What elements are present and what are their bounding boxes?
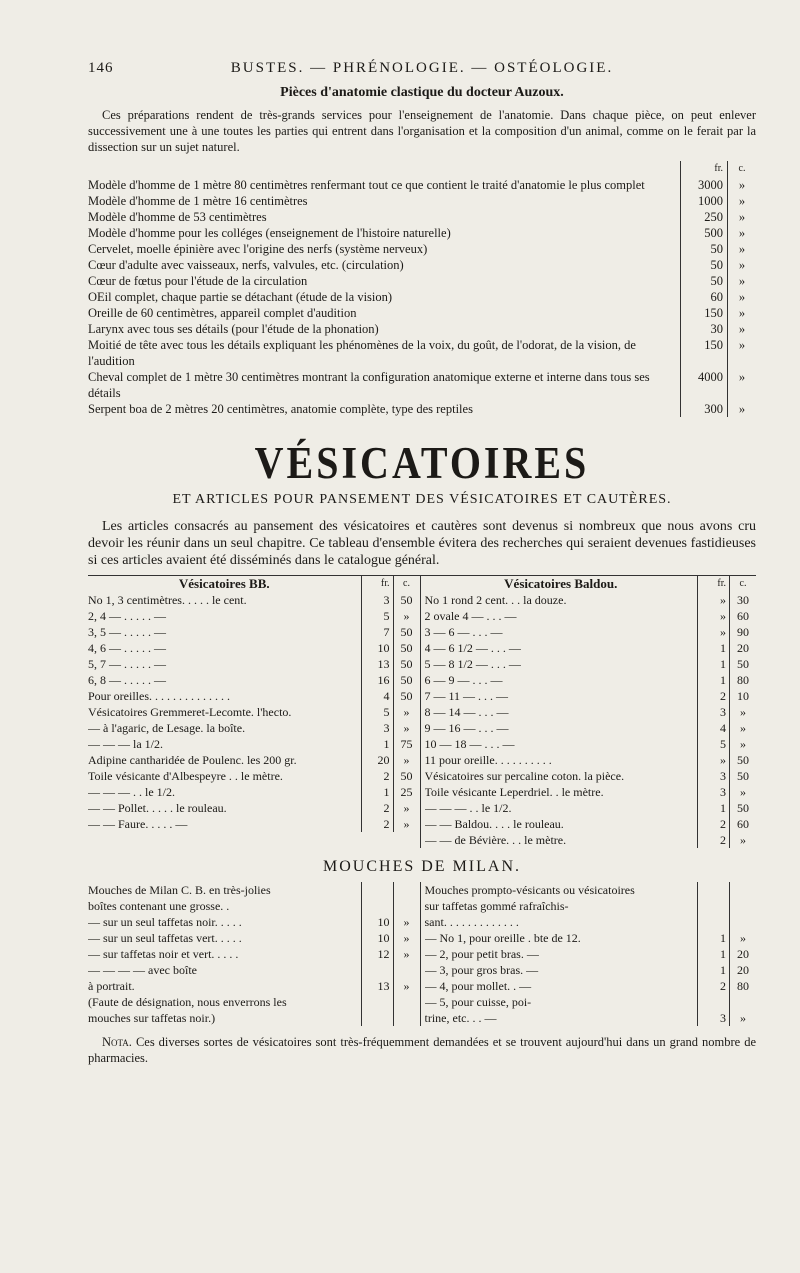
item-price-fr: 16 xyxy=(361,672,393,688)
section-subtitle: ET ARTICLES POUR PANSEMENT DES VÉSICATOIRES ET CAUTÈRES. xyxy=(172,492,672,507)
item-price-c: » xyxy=(393,720,420,736)
item-description: 3 — 6 — . . . — xyxy=(424,625,503,639)
item-price-c: 50 xyxy=(393,768,420,784)
item-price-c xyxy=(393,882,420,898)
item-price-c: » xyxy=(727,241,756,257)
item-description: Cervelet, moelle épinière avec l'origine des nerfs (système nerveux) xyxy=(88,242,428,256)
table-row xyxy=(88,401,756,417)
item-price-c: » xyxy=(727,289,756,305)
item-price-c xyxy=(393,994,420,1010)
item-description: — 5, pour cuisse, poi- xyxy=(424,995,532,1009)
item-price-c: 20 xyxy=(729,962,756,978)
item-price-c: » xyxy=(393,978,420,994)
list-item xyxy=(88,608,420,624)
item-price-fr: 1 xyxy=(697,930,729,946)
item-price-fr: 1 xyxy=(361,736,393,752)
item-price-fr: 2 xyxy=(697,978,729,994)
item-description: Toile vésicante d'Albespeyre . . le mètre. xyxy=(88,769,283,783)
item-description: 2, 4 — . . . . . — xyxy=(88,609,166,623)
item-price-fr: 7 xyxy=(361,624,393,640)
list-item xyxy=(88,898,420,914)
list-item xyxy=(425,640,757,656)
item-price-c: 50 xyxy=(393,592,420,608)
item-price-c: 50 xyxy=(729,768,756,784)
item-description: — — — la 1/2. xyxy=(88,737,163,751)
item-price-fr: 1 xyxy=(361,784,393,800)
item-price-c: » xyxy=(727,369,756,401)
section-title-auzoux: Pièces d'anatomie clastique du docteur Auzoux. xyxy=(280,85,564,100)
vesicatoires-table xyxy=(88,575,756,848)
item-description: 4 — 6 1/2 — . . . — xyxy=(424,641,521,655)
col-c-header: c. xyxy=(727,161,756,177)
item-price-c: » xyxy=(393,946,420,962)
item-description: 7 — 11 — . . . — xyxy=(424,689,509,703)
item-price-c: 50 xyxy=(729,800,756,816)
item-price-c: » xyxy=(393,930,420,946)
item-price-fr: 1 xyxy=(697,640,729,656)
item-description: 3, 5 — . . . . . — xyxy=(88,625,166,639)
item-price-c: 20 xyxy=(729,946,756,962)
item-description: (Faute de désignation, nous enverrons les xyxy=(88,995,287,1009)
item-price-c: 30 xyxy=(729,592,756,608)
item-description: trine, etc. . . — xyxy=(424,1011,497,1025)
item-price-fr: 5 xyxy=(361,608,393,624)
item-description: 5, 7 — . . . . . — xyxy=(88,657,166,671)
item-description: Mouches prompto-vésicants ou vésicatoires xyxy=(424,883,635,897)
item-price-c: 75 xyxy=(393,736,420,752)
list-item xyxy=(88,752,420,768)
table-row xyxy=(88,289,756,305)
item-description: — — — . . le 1/2. xyxy=(424,801,512,815)
table-row xyxy=(88,241,756,257)
item-price-c: » xyxy=(729,930,756,946)
item-price-c: 60 xyxy=(729,816,756,832)
item-price-c: » xyxy=(727,273,756,289)
item-price-fr: » xyxy=(697,608,729,624)
list-item xyxy=(425,914,757,930)
table-header xyxy=(88,161,756,177)
item-description: — 3, pour gros bras. — xyxy=(424,963,539,977)
item-price-fr xyxy=(697,994,729,1010)
item-price-fr: 20 xyxy=(361,752,393,768)
list-item xyxy=(88,946,420,962)
item-price-fr: » xyxy=(697,752,729,768)
item-description: — No 1, pour oreille . bte de 12. xyxy=(424,931,581,945)
item-description: boîtes contenant une grosse. . xyxy=(88,899,230,913)
list-item xyxy=(88,720,420,736)
item-price-fr: 3 xyxy=(697,768,729,784)
list-item xyxy=(425,930,757,946)
item-price-c: » xyxy=(729,720,756,736)
item-price-fr: 60 xyxy=(680,289,727,305)
item-description: Mouches de Milan C. B. en très-jolies xyxy=(88,883,271,897)
price-table-auzoux xyxy=(88,161,756,417)
item-description: — — Pollet. . . . . le rouleau. xyxy=(88,801,227,815)
item-price-fr: 2 xyxy=(697,832,729,848)
item-description: — 2, pour petit bras. — xyxy=(424,947,539,961)
item-price-c: 20 xyxy=(729,640,756,656)
item-price-fr: 13 xyxy=(361,656,393,672)
item-price-fr: 30 xyxy=(680,321,727,337)
item-price-fr: 3 xyxy=(361,720,393,736)
item-description: sant. . . . . . . . . . . . . xyxy=(424,915,519,929)
item-price-fr: 3 xyxy=(361,592,393,608)
list-item xyxy=(88,816,420,832)
item-description: — 4, pour mollet. . — xyxy=(424,979,532,993)
item-price-c: » xyxy=(727,225,756,241)
item-description: — à l'agaric, de Lesage. la boîte. xyxy=(88,721,246,735)
item-price-c: 80 xyxy=(729,672,756,688)
item-price-fr: 50 xyxy=(680,241,727,257)
item-price-c: 50 xyxy=(393,640,420,656)
item-price-fr: 1 xyxy=(697,946,729,962)
list-item xyxy=(88,784,420,800)
item-price-c: 80 xyxy=(729,978,756,994)
item-price-fr xyxy=(361,882,393,898)
item-description: 11 pour oreille. . . . . . . . . . xyxy=(424,753,552,767)
list-item xyxy=(425,752,757,768)
item-price-c: » xyxy=(727,193,756,209)
item-price-c: » xyxy=(727,337,756,369)
item-description: Modèle d'homme pour les colléges (enseignement de l'histoire naturelle) xyxy=(88,226,451,240)
list-item xyxy=(88,962,420,978)
running-header xyxy=(88,60,756,77)
item-description: Modèle d'homme de 1 mètre 80 centimètres renfermant tout ce que contient le traité d'anatomie le plus complet xyxy=(88,178,645,192)
col-fr-header: fr. xyxy=(680,161,727,177)
item-price-c xyxy=(393,1010,420,1026)
item-price-c: 25 xyxy=(393,784,420,800)
item-price-c: » xyxy=(727,305,756,321)
item-price-fr: 150 xyxy=(680,337,727,369)
item-price-fr xyxy=(361,1010,393,1026)
item-description: 6 — 9 — . . . — xyxy=(424,673,503,687)
item-price-c: 10 xyxy=(729,688,756,704)
list-item xyxy=(88,688,420,704)
list-item xyxy=(88,914,420,930)
item-description: Oreille de 60 centimètres, appareil complet d'audition xyxy=(88,306,357,320)
item-price-fr: 50 xyxy=(680,257,727,273)
item-price-c xyxy=(729,898,756,914)
item-price-fr: 1000 xyxy=(680,193,727,209)
list-item xyxy=(425,656,757,672)
list-item xyxy=(425,704,757,720)
list-item xyxy=(88,624,420,640)
milan-right-column xyxy=(420,882,757,1026)
intro-auzoux: Ces préparations rendent de très-grands services pour l'enseignement de l'anatomie. Dans chaque pièce, on peut enlever successivement une à une toutes les parties qui entrent dans l'organisation et la composition d'un animal, comme on le ferait par la dissection sur un sujet naturel. xyxy=(88,108,756,154)
list-item xyxy=(425,978,757,994)
item-description: No 1 rond 2 cent. . . la douze. xyxy=(424,593,567,607)
item-description: Pour oreilles. . . . . . . . . . . . . . xyxy=(88,689,230,703)
list-item xyxy=(425,816,757,832)
item-description: — — — — avec boîte xyxy=(88,963,197,977)
item-description: 2 ovale 4 — . . . — xyxy=(424,609,517,623)
item-description: Modèle d'homme de 1 mètre 16 centimètres xyxy=(88,194,308,208)
table-row xyxy=(88,177,756,193)
item-price-fr: 50 xyxy=(680,273,727,289)
item-price-fr: 1 xyxy=(697,800,729,816)
list-item xyxy=(88,592,420,608)
note xyxy=(88,1034,756,1066)
item-price-c: » xyxy=(393,914,420,930)
item-price-c: » xyxy=(727,177,756,193)
item-price-c xyxy=(729,882,756,898)
item-description: Cheval complet de 1 mètre 30 centimètres montrant la configuration anatomique externe et interne dans tous ses détails xyxy=(88,370,650,400)
page xyxy=(88,60,756,1066)
intro-vesicatoires: Les articles consacrés au pansement des vésicatoires et cautères sont devenus si nombreux que nous avons cru devoir les réunir dans un seul chapitre. Ce tableau d'ensemble évitera des recherches qui seraient devenues fastidieuses si ces articles avaient été disséminés dans le catalogue général. xyxy=(88,519,756,568)
item-description: — — de Bévière. . . le mètre. xyxy=(424,833,567,847)
list-item xyxy=(425,688,757,704)
item-description: Adipine cantharidée de Poulenc. les 200 gr. xyxy=(88,753,297,767)
item-description: Moitié de tête avec tous les détails expliquant les phénomènes de la voix, du goût, de l'odorat, de la vision, de l'audition xyxy=(88,338,636,368)
item-price-fr: 300 xyxy=(680,401,727,417)
item-description: Toile vésicante Leperdriel. . le mètre. xyxy=(424,785,604,799)
item-price-fr: 4 xyxy=(697,720,729,736)
list-item xyxy=(425,946,757,962)
table-row xyxy=(88,225,756,241)
left-header: Vésicatoires BB. fr. c. xyxy=(88,576,420,592)
item-price-c: » xyxy=(729,784,756,800)
item-description: Vésicatoires Gremmeret-Lecomte. l'hecto. xyxy=(88,705,292,719)
page-number: 146 xyxy=(88,60,114,76)
list-item xyxy=(88,930,420,946)
item-price-fr: 3 xyxy=(697,704,729,720)
running-title: BUSTES. — PHRÉNOLOGIE. — OSTÉOLOGIE. xyxy=(230,60,614,76)
item-description: Cœur d'adulte avec vaisseaux, nerfs, valvules, etc. (circulation) xyxy=(88,258,404,272)
item-price-c: 50 xyxy=(393,656,420,672)
item-description: 9 — 16 — . . . — xyxy=(424,721,509,735)
item-price-fr: 1 xyxy=(697,962,729,978)
item-price-fr xyxy=(361,898,393,914)
item-price-c xyxy=(729,994,756,1010)
item-price-fr: 3 xyxy=(697,1010,729,1026)
item-description: sur taffetas gommé rafraîchis- xyxy=(424,899,569,913)
list-item xyxy=(88,768,420,784)
item-description: Modèle d'homme de 53 centimètres xyxy=(88,210,267,224)
list-item xyxy=(425,784,757,800)
item-description: — sur taffetas noir et vert. . . . . xyxy=(88,947,239,961)
list-item xyxy=(88,736,420,752)
item-price-fr: 13 xyxy=(361,978,393,994)
item-description: — — Baldou. . . . le rouleau. xyxy=(424,817,564,831)
right-header: Vésicatoires Baldou. fr. c. xyxy=(425,576,757,592)
table-row xyxy=(88,257,756,273)
item-price-fr: 10 xyxy=(361,930,393,946)
item-price-fr xyxy=(697,882,729,898)
item-price-fr: 2 xyxy=(697,688,729,704)
item-price-fr xyxy=(361,962,393,978)
item-price-c: 50 xyxy=(393,624,420,640)
milan-table xyxy=(88,882,756,1026)
list-item xyxy=(425,832,757,848)
list-item xyxy=(425,800,757,816)
list-item xyxy=(88,1010,420,1026)
item-price-c: 50 xyxy=(393,672,420,688)
item-price-c xyxy=(393,898,420,914)
list-item xyxy=(88,656,420,672)
item-description: 10 — 18 — . . . — xyxy=(424,737,515,751)
item-description: Cœur de fœtus pour l'étude de la circulation xyxy=(88,274,308,288)
item-price-fr xyxy=(697,898,729,914)
list-item xyxy=(88,640,420,656)
item-price-c: » xyxy=(393,752,420,768)
item-price-fr: » xyxy=(697,624,729,640)
item-price-fr: 5 xyxy=(697,736,729,752)
list-item xyxy=(88,882,420,898)
note-text: Ces diverses sortes de vésicatoires sont très-fréquemment demandées et se trouvent aujourd'hui dans un grand nombre de pharmacies. xyxy=(88,1035,757,1065)
item-price-c: 60 xyxy=(729,608,756,624)
list-item xyxy=(88,978,420,994)
item-price-c: » xyxy=(727,321,756,337)
item-price-fr: 3 xyxy=(697,784,729,800)
item-price-c xyxy=(729,914,756,930)
item-price-fr: 2 xyxy=(361,768,393,784)
list-item xyxy=(425,672,757,688)
table-row xyxy=(88,209,756,225)
item-description: mouches sur taffetas noir.) xyxy=(88,1011,216,1025)
table-row xyxy=(88,369,756,401)
item-description: — — — . . le 1/2. xyxy=(88,785,175,799)
table-row xyxy=(88,193,756,209)
item-price-fr: 12 xyxy=(361,946,393,962)
item-price-c: » xyxy=(393,704,420,720)
item-description: 6, 8 — . . . . . — xyxy=(88,673,166,687)
item-description: à portrait. xyxy=(88,979,135,993)
item-price-fr: 1 xyxy=(697,656,729,672)
list-item xyxy=(425,898,757,914)
item-description: 5 — 8 1/2 — . . . — xyxy=(424,657,521,671)
item-description: — sur un seul taffetas noir. . . . . xyxy=(88,915,242,929)
item-price-fr: 500 xyxy=(680,225,727,241)
list-item xyxy=(425,882,757,898)
item-price-fr: 5 xyxy=(361,704,393,720)
item-description: 4, 6 — . . . . . — xyxy=(88,641,166,655)
item-price-fr: 2 xyxy=(697,816,729,832)
section-title-milan: MOUCHES DE MILAN. xyxy=(323,858,521,875)
item-price-c: » xyxy=(727,209,756,225)
item-price-fr: 10 xyxy=(361,640,393,656)
left-column xyxy=(88,576,420,848)
item-price-fr: 150 xyxy=(680,305,727,321)
list-item xyxy=(425,1010,757,1026)
item-description: 8 — 14 — . . . — xyxy=(424,705,509,719)
item-price-fr: 10 xyxy=(361,914,393,930)
item-price-fr xyxy=(361,994,393,1010)
item-price-fr: 3000 xyxy=(680,177,727,193)
item-price-fr: 4 xyxy=(361,688,393,704)
item-price-fr: 2 xyxy=(361,816,393,832)
item-price-c: » xyxy=(727,401,756,417)
item-description: Vésicatoires sur percaline coton. la pièce. xyxy=(424,769,625,783)
right-column xyxy=(420,576,757,848)
list-item xyxy=(425,768,757,784)
item-price-fr: 4000 xyxy=(680,369,727,401)
item-price-fr: 1 xyxy=(697,672,729,688)
list-item xyxy=(88,994,420,1010)
list-item xyxy=(425,720,757,736)
item-price-c: 90 xyxy=(729,624,756,640)
note-label: Nota. xyxy=(102,1035,132,1049)
item-description: Larynx avec tous ses détails (pour l'étude de la phonation) xyxy=(88,322,379,336)
item-description: Serpent boa de 2 mètres 20 centimètres, anatomie complète, type des reptiles xyxy=(88,402,473,416)
item-price-c xyxy=(393,962,420,978)
item-price-c: » xyxy=(393,608,420,624)
item-price-c: » xyxy=(729,704,756,720)
item-price-c: 50 xyxy=(393,688,420,704)
item-price-c: » xyxy=(729,736,756,752)
item-price-c: 50 xyxy=(729,656,756,672)
list-item xyxy=(425,624,757,640)
item-price-fr xyxy=(697,914,729,930)
list-item xyxy=(425,994,757,1010)
milan-left-column xyxy=(88,882,420,1026)
list-item xyxy=(88,672,420,688)
item-price-fr: » xyxy=(697,592,729,608)
table-row xyxy=(88,337,756,369)
item-price-c: 50 xyxy=(729,752,756,768)
item-price-fr: 2 xyxy=(361,800,393,816)
list-item xyxy=(425,736,757,752)
item-price-c: » xyxy=(729,1010,756,1026)
item-description: — — Faure. . . . . — xyxy=(88,817,188,831)
item-description: — sur un seul taffetas vert. . . . . xyxy=(88,931,242,945)
table-row xyxy=(88,305,756,321)
item-price-fr: 250 xyxy=(680,209,727,225)
list-item xyxy=(88,800,420,816)
item-description: OEil complet, chaque partie se détachant (étude de la vision) xyxy=(88,290,393,304)
list-item xyxy=(425,962,757,978)
list-item xyxy=(425,608,757,624)
item-price-c: » xyxy=(729,832,756,848)
list-item xyxy=(88,704,420,720)
item-price-c: » xyxy=(727,257,756,273)
item-price-c: » xyxy=(393,816,420,832)
item-price-c: » xyxy=(393,800,420,816)
table-row xyxy=(88,273,756,289)
section-title-vesicatoires: VÉSICATOIRES xyxy=(254,436,590,489)
table-row xyxy=(88,321,756,337)
item-description: No 1, 3 centimètres. . . . . le cent. xyxy=(88,593,247,607)
list-item xyxy=(425,592,757,608)
